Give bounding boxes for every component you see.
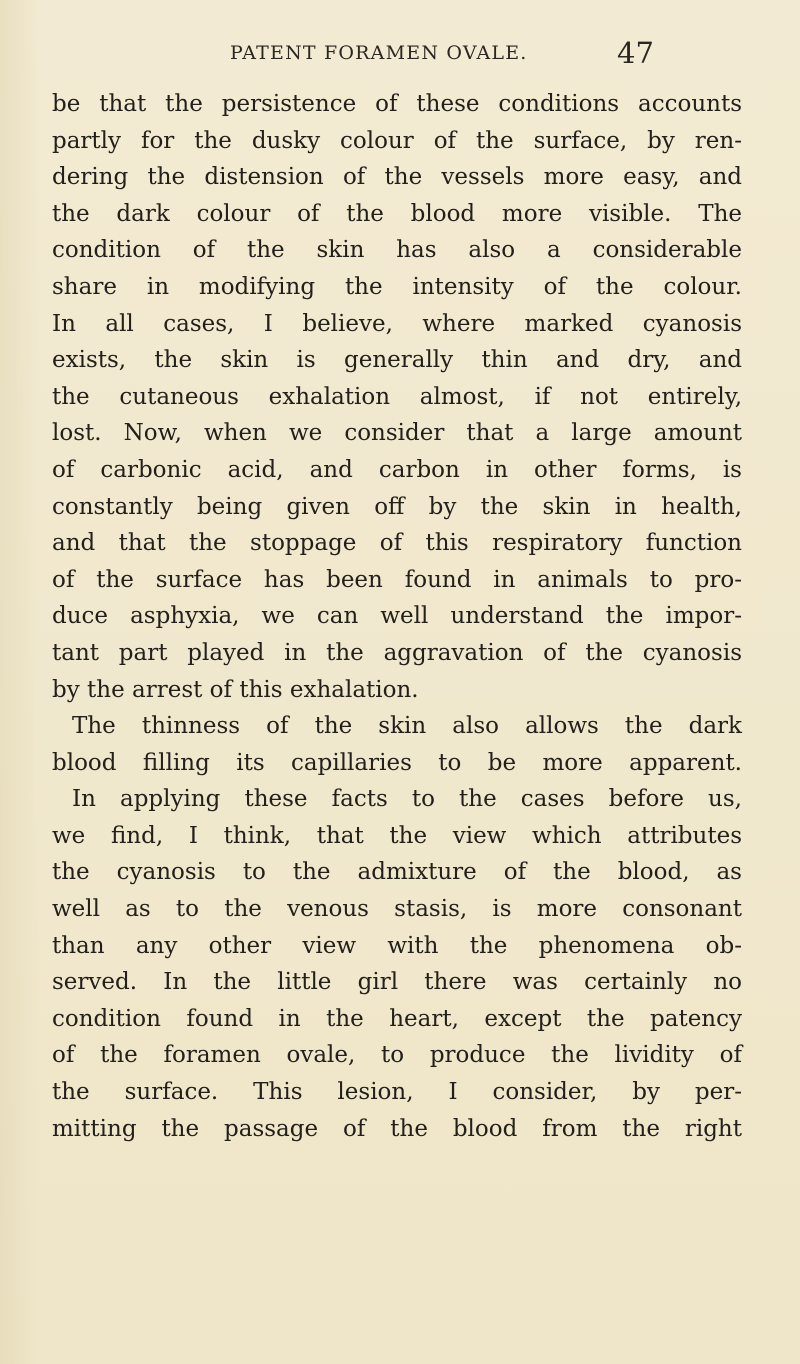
text-line: than any other view with the phenomena ob- [52,932,742,959]
page-number: 47 [617,36,654,70]
text-line: partly for the dusky colour of the surface, by ren- [52,127,742,154]
text-line: In applying these facts to the cases before us, [72,786,742,813]
text-line: well as to the venous stasis, is more consonant [52,896,742,923]
text-line: In all cases, I believe, where marked cyanosis [52,310,742,337]
text-line: condition found in the heart, except the patency [52,1005,742,1032]
text-line: of carbonic acid, and carbon in other forms, is [52,456,742,483]
text-line: exists, the skin is generally thin and dry, and [52,347,742,374]
text-line: the cyanosis to the admixture of the blood, as [52,859,742,886]
text-line: and that the stoppage of this respiratory function [52,530,742,557]
text-line: the surface. This lesion, I consider, by per- [52,1079,742,1106]
running-head [0,36,800,76]
text-line: condition of the skin has also a considerable [52,237,742,264]
text-line: constantly being given off by the skin in health, [52,493,742,520]
text-line: served. In the little girl there was certainly no [52,969,742,996]
body-text [52,86,742,1147]
text-line: dering the distension of the vessels more easy, and [52,164,742,191]
text-line: The thinness of the skin also allows the dark [72,713,742,740]
text-line: mitting the passage of the blood from the right [52,1115,742,1142]
text-line: be that the persistence of these conditions accounts [52,91,742,117]
text-line: tant part played in the aggravation of the cyanosis [52,639,742,666]
text-line: of the foramen ovale, to produce the lividity of [52,1042,742,1069]
text-line: blood filling its capillaries to be more apparent. [52,749,742,776]
text-line: the cutaneous exhalation almost, if not entirely, [52,383,742,410]
text-line: duce asphyxia, we can well understand the impor- [52,603,742,630]
text-line: by the arrest of this exhalation. [52,676,419,703]
running-title: PATENT FORAMEN OVALE. [230,42,528,64]
text-line: we find, I think, that the view which attributes [52,822,742,849]
text-line: lost. Now, when we consider that a large amount [52,420,742,447]
text-line: the dark colour of the blood more visible. The [52,200,742,227]
text-line: share in modifying the intensity of the colour. [52,273,742,300]
text-line: of the surface has been found in animals to pro- [52,566,742,593]
